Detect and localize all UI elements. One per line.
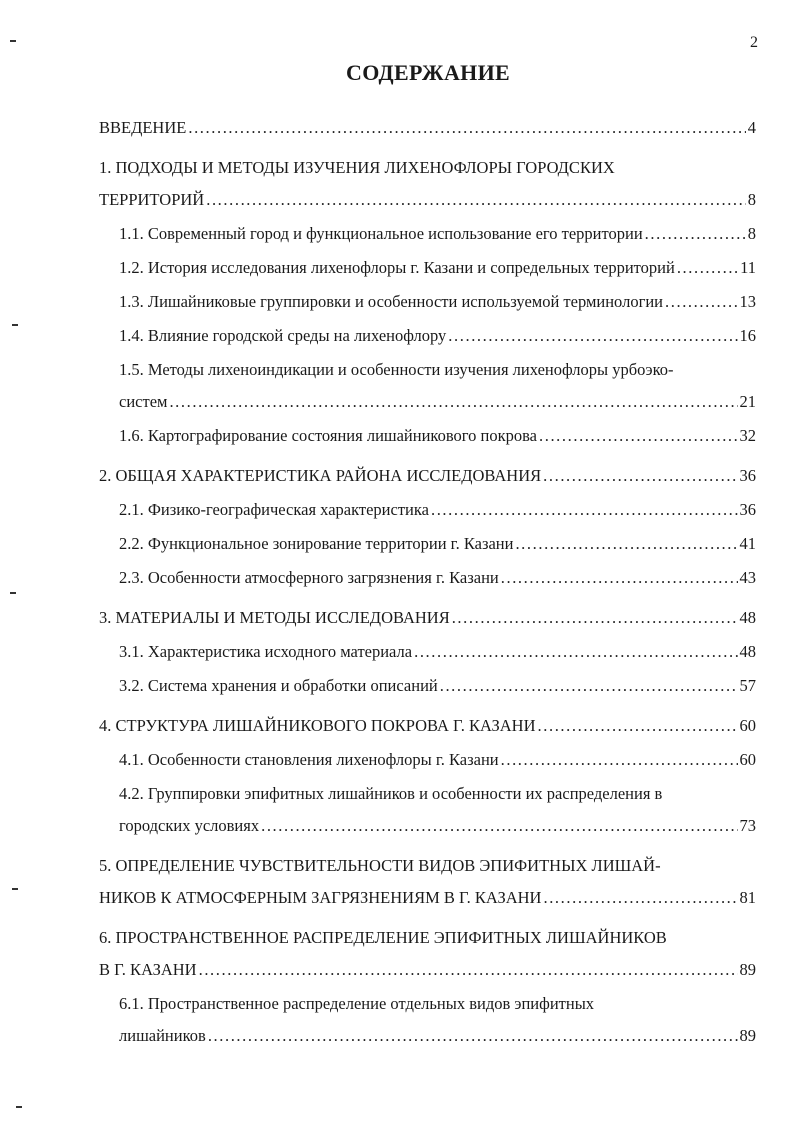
toc-section[interactable]: [0, 778, 796, 842]
toc-page-number: 41: [739, 534, 756, 553]
toc-entry-text: лишайников: [119, 1026, 206, 1045]
scan-speck: [16, 1106, 22, 1108]
toc-page-number: 48: [739, 642, 756, 661]
toc-entry-text: 1. ПОДХОДЫ И МЕТОДЫ ИЗУЧЕНИЯ ЛИХЕНОФЛОРЫ ГОРОДСКИХ: [99, 158, 615, 177]
toc-page-number: 57: [739, 676, 756, 695]
page-number: 2: [750, 34, 758, 51]
toc-entry-text: 3.1. Характеристика исходного материала: [119, 642, 413, 661]
toc-page-number: 11: [740, 258, 756, 277]
toc-page-number: 16: [739, 326, 756, 345]
toc-entry-text: 2.1. Физико-географическая характеристика: [119, 500, 429, 519]
toc-page-number: 60: [739, 750, 756, 769]
toc-leader-dots: [543, 460, 737, 492]
toc-section[interactable]: [0, 670, 796, 702]
toc-entry-text: городских условиях: [119, 816, 260, 835]
toc-chapter[interactable]: [0, 112, 796, 144]
toc-entry-text: 1.2. История исследования лихенофлоры г. Казани и сопредельных территорий: [119, 258, 675, 277]
toc-section[interactable]: [0, 320, 796, 352]
toc-entry-text: В Г. КАЗАНИ: [99, 960, 197, 979]
toc-page-number: 36: [739, 500, 756, 519]
toc-leader-dots: [199, 954, 738, 986]
toc-leader-dots: [538, 710, 738, 742]
toc-leader-dots: [208, 1020, 738, 1052]
toc-section[interactable]: [0, 562, 796, 594]
toc-chapter[interactable]: [0, 850, 796, 914]
toc-section[interactable]: [0, 354, 796, 418]
toc-entry-text: ТЕРРИТОРИЙ: [99, 190, 205, 209]
toc-leader-dots: [501, 562, 738, 594]
toc-leader-dots: [677, 252, 738, 284]
toc-leader-dots: [440, 670, 738, 702]
toc-entry-text: НИКОВ К АТМОСФЕРНЫМ ЗАГРЯЗНЕНИЯМ В Г. КАЗАНИ: [99, 888, 542, 907]
toc-entry-text: систем: [119, 392, 168, 411]
toc-leader-dots: [188, 112, 745, 144]
toc-entry-text: 3.2. Система хранения и обработки описаний: [119, 676, 438, 695]
toc-leader-dots: [515, 528, 737, 560]
toc-page-number: 36: [739, 466, 756, 485]
toc-chapter[interactable]: [0, 922, 796, 986]
toc-page-number: 48: [739, 608, 756, 627]
toc-leader-dots: [206, 184, 746, 216]
toc-section[interactable]: [0, 636, 796, 668]
toc-leader-dots: [452, 602, 738, 634]
toc-section[interactable]: [0, 744, 796, 776]
toc-chapter[interactable]: [0, 602, 796, 634]
table-of-contents: [0, 112, 796, 1052]
toc-leader-dots: [543, 882, 737, 914]
toc-entry-text: 2. ОБЩАЯ ХАРАКТЕРИСТИКА РАЙОНА ИССЛЕДОВАНИЯ: [99, 466, 542, 485]
toc-entry-text: 6. ПРОСТРАНСТВЕННОЕ РАСПРЕДЕЛЕНИЕ ЭПИФИТНЫХ ЛИШАЙНИКОВ: [99, 928, 667, 947]
toc-entry-text: 5. ОПРЕДЕЛЕНИЕ ЧУВСТВИТЕЛЬНОСТИ ВИДОВ ЭПИФИТНЫХ ЛИШАЙ-: [99, 856, 661, 875]
toc-entry-text: 4. СТРУКТУРА ЛИШАЙНИКОВОГО ПОКРОВА Г. КАЗАНИ: [99, 716, 536, 735]
toc-entry-text: ВВЕДЕНИЕ: [99, 118, 187, 137]
scan-speck: [12, 888, 18, 890]
toc-page-number: 60: [739, 716, 756, 735]
toc-chapter[interactable]: [0, 152, 796, 216]
toc-entry-text: 1.3. Лишайниковые группировки и особенности используемой терминологии: [119, 292, 664, 311]
scan-speck: [12, 324, 18, 326]
toc-entry-text: 4.1. Особенности становления лихенофлоры г. Казани: [119, 750, 499, 769]
toc-leader-dots: [414, 636, 737, 668]
toc-section[interactable]: [0, 528, 796, 560]
toc-entry-text: 4.2. Группировки эпифитных лишайников и особенности их распределения в: [119, 784, 663, 803]
toc-entry-text: 1.5. Методы лихеноиндикации и особенности изучения лихенофлоры урбоэко-: [119, 360, 674, 379]
toc-leader-dots: [261, 810, 737, 842]
toc-page-number: 73: [739, 816, 756, 835]
toc-section[interactable]: [0, 420, 796, 452]
toc-page-number: 8: [747, 224, 756, 243]
toc-entry-text: 1.1. Современный город и функциональное использование его территории: [119, 224, 643, 243]
toc-page-number: 21: [739, 392, 756, 411]
toc-section[interactable]: [0, 218, 796, 250]
toc-leader-dots: [448, 320, 737, 352]
toc-page-number: 4: [747, 118, 756, 137]
toc-entry-text: 1.4. Влияние городской среды на лихенофлору: [119, 326, 447, 345]
toc-page-number: 81: [739, 888, 756, 907]
toc-entry-text: 1.6. Картографирование состояния лишайникового покрова: [119, 426, 537, 445]
toc-entry-text: 2.3. Особенности атмосферного загрязнения г. Казани: [119, 568, 499, 587]
page-title: СОДЕРЖАНИЕ: [346, 60, 510, 85]
toc-leader-dots: [431, 494, 738, 526]
toc-chapter[interactable]: [0, 460, 796, 492]
scan-speck: [10, 40, 16, 42]
toc-page-number: 43: [739, 568, 756, 587]
toc-page-number: 89: [739, 1026, 756, 1045]
toc-entry-text: 2.2. Функциональное зонирование территории г. Казани: [119, 534, 514, 553]
toc-section[interactable]: [0, 494, 796, 526]
toc-page-number: 8: [747, 190, 756, 209]
toc-section[interactable]: [0, 286, 796, 318]
scan-speck: [10, 592, 16, 594]
toc-entry-text: 3. МАТЕРИАЛЫ И МЕТОДЫ ИССЛЕДОВАНИЯ: [99, 608, 450, 627]
toc-leader-dots: [665, 286, 737, 318]
toc-page-number: 13: [739, 292, 756, 311]
toc-leader-dots: [539, 420, 738, 452]
toc-leader-dots: [501, 744, 738, 776]
toc-entry-text: 6.1. Пространственное распределение отдельных видов эпифитных: [119, 994, 595, 1013]
toc-section[interactable]: [0, 988, 796, 1052]
toc-page-number: 89: [739, 960, 756, 979]
toc-section[interactable]: [0, 252, 796, 284]
toc-page-number: 32: [739, 426, 756, 445]
toc-leader-dots: [169, 386, 737, 418]
toc-leader-dots: [645, 218, 746, 250]
toc-chapter[interactable]: [0, 710, 796, 742]
